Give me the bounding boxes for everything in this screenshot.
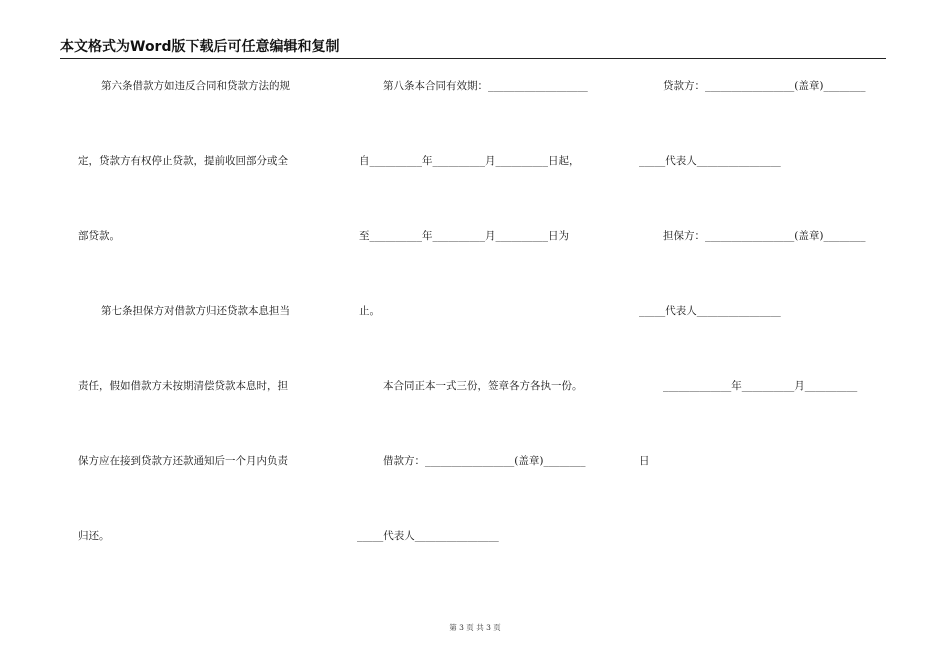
col2-line-3: 至__________年__________月__________日为 (359, 230, 569, 242)
col2-line-7: _____代表人________________ (357, 530, 499, 542)
col2-line-5: 本合同正本一式三份，签章各方各执一份。 (383, 380, 583, 392)
col2-line-2: 自__________年__________月__________日起， (359, 155, 580, 167)
col1-line-2: 定，贷款方有权停止贷款，提前收回部分或全 (78, 155, 288, 167)
col2-line-4: 止。 (359, 305, 380, 317)
document-header (60, 36, 886, 59)
col3-line-3: 担保方：_________________(盖章)________ (663, 230, 866, 242)
col1-line-7: 归还。 (78, 530, 110, 542)
col3-line-1: 贷款方：_________________(盖章)________ (663, 80, 866, 92)
col1-line-4: 第七条担保方对借款方归还贷款本息担当 (101, 305, 290, 317)
col2-line-1: 第八条本合同有效期：___________________ (383, 80, 588, 92)
col1-line-5: 责任，假如借款方未按期清偿贷款本息时，担 (78, 380, 288, 392)
col2-line-6: 借款方：_________________(盖章)________ (383, 455, 586, 467)
col1-line-3: 部贷款。 (78, 230, 120, 242)
col3-line-5: _____________年__________月__________ (663, 380, 858, 392)
col1-line-1: 第六条借款方如违反合同和贷款方法的规 (101, 80, 290, 92)
col3-line-4: _____代表人________________ (639, 305, 781, 317)
col3-line-2: _____代表人________________ (639, 155, 781, 167)
col3-line-6: 日 (639, 455, 650, 467)
col1-line-6: 保方应在接到贷款方还款通知后一个月内负责 (78, 455, 288, 467)
page-number: 第 3 页 共 3 页 (449, 623, 501, 632)
header-title: 本文格式为Word版下载后可任意编辑和复制 (60, 39, 340, 55)
